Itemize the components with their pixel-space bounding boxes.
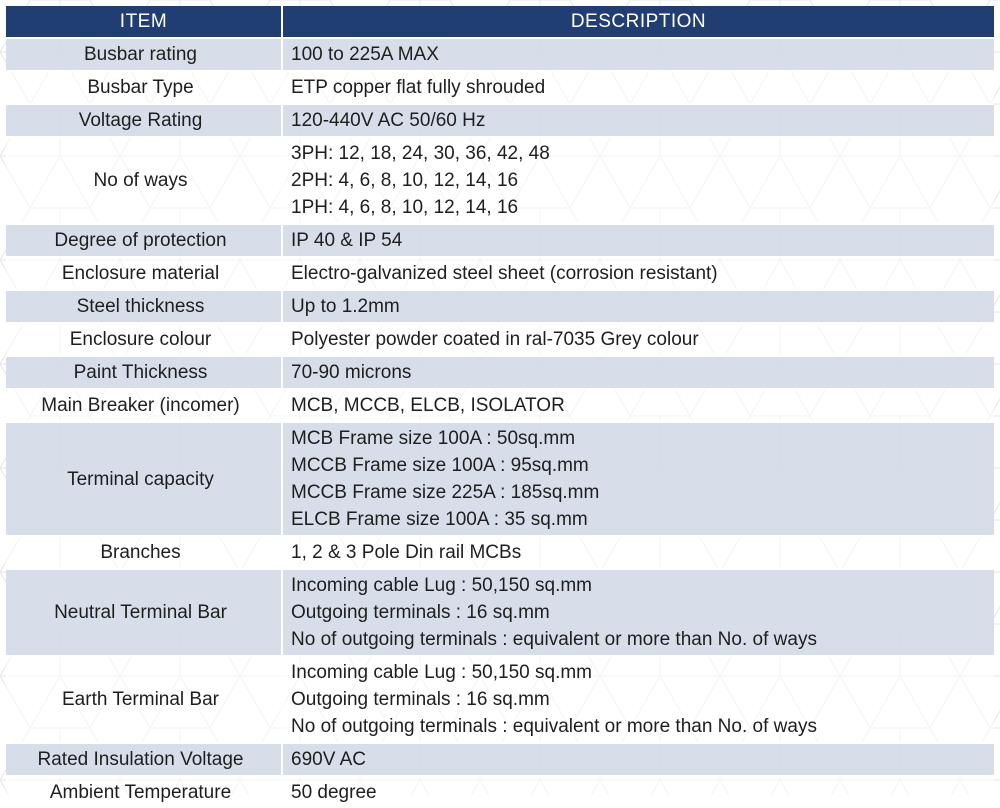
description-cell bbox=[282, 356, 994, 389]
description-line: Outgoing terminals : 16 sq.mm bbox=[291, 689, 550, 710]
table-row bbox=[6, 422, 994, 536]
item-cell: No of ways bbox=[6, 137, 282, 224]
description-line: 2PH: 4, 6, 8, 10, 12, 14, 16 bbox=[291, 170, 519, 191]
item-cell: Ambient Temperature bbox=[6, 776, 282, 808]
header-description: DESCRIPTION bbox=[282, 6, 994, 38]
header-item: ITEM bbox=[6, 6, 282, 38]
description-line: 70-90 microns bbox=[291, 362, 412, 383]
description-line: 1PH: 4, 6, 8, 10, 12, 14, 16 bbox=[291, 197, 519, 218]
description-line: ELCB Frame size 100A : 35 sq.mm bbox=[291, 509, 588, 530]
item-cell: Enclosure colour bbox=[6, 323, 282, 356]
description-cell bbox=[282, 137, 994, 224]
description-line: MCCB Frame size 100A : 95sq.mm bbox=[291, 455, 589, 476]
table-row bbox=[6, 323, 994, 356]
item-cell: Main Breaker (incomer) bbox=[6, 389, 282, 422]
description-line: Polyester powder coated in ral-7035 Grey colour bbox=[291, 329, 699, 350]
description-cell bbox=[282, 71, 994, 104]
description-line: 690V AC bbox=[291, 749, 366, 770]
description-line: No of outgoing terminals : equivalent or more than No. of ways bbox=[291, 716, 817, 737]
specification-table bbox=[6, 6, 994, 808]
item-cell: Enclosure material bbox=[6, 257, 282, 290]
description-cell bbox=[282, 323, 994, 356]
description-cell bbox=[282, 290, 994, 323]
item-cell: Voltage Rating bbox=[6, 104, 282, 137]
table-row bbox=[6, 224, 994, 257]
description-line: Outgoing terminals : 16 sq.mm bbox=[291, 602, 550, 623]
description-cell bbox=[282, 224, 994, 257]
table-row bbox=[6, 569, 994, 656]
description-cell bbox=[282, 422, 994, 536]
table-row bbox=[6, 290, 994, 323]
table-row bbox=[6, 536, 994, 569]
description-cell bbox=[282, 257, 994, 290]
item-cell: Busbar rating bbox=[6, 38, 282, 71]
description-cell bbox=[282, 104, 994, 137]
description-cell bbox=[282, 389, 994, 422]
description-line: Incoming cable Lug : 50,150 sq.mm bbox=[291, 575, 593, 596]
description-cell bbox=[282, 536, 994, 569]
item-cell: Branches bbox=[6, 536, 282, 569]
description-line: MCCB Frame size 225A : 185sq.mm bbox=[291, 482, 600, 503]
description-line: Incoming cable Lug : 50,150 sq.mm bbox=[291, 662, 593, 683]
item-cell: Rated Insulation Voltage bbox=[6, 743, 282, 776]
table-row bbox=[6, 257, 994, 290]
description-line: MCB Frame size 100A : 50sq.mm bbox=[291, 428, 576, 449]
table-row bbox=[6, 656, 994, 743]
table-header-row bbox=[6, 6, 994, 38]
description-cell bbox=[282, 656, 994, 743]
description-cell bbox=[282, 743, 994, 776]
description-line: 100 to 225A MAX bbox=[291, 44, 439, 65]
description-cell bbox=[282, 38, 994, 71]
description-line: 120-440V AC 50/60 Hz bbox=[291, 110, 486, 131]
item-cell: Paint Thickness bbox=[6, 356, 282, 389]
table-row bbox=[6, 71, 994, 104]
description-line: 1, 2 & 3 Pole Din rail MCBs bbox=[291, 542, 522, 563]
table-row bbox=[6, 38, 994, 71]
description-cell bbox=[282, 776, 994, 808]
item-cell: Earth Terminal Bar bbox=[6, 656, 282, 743]
item-cell: Neutral Terminal Bar bbox=[6, 569, 282, 656]
item-cell: Busbar Type bbox=[6, 71, 282, 104]
description-line: 3PH: 12, 18, 24, 30, 36, 42, 48 bbox=[291, 143, 550, 164]
description-line: 50 degree bbox=[291, 782, 377, 803]
description-line: IP 40 & IP 54 bbox=[291, 230, 403, 251]
description-cell bbox=[282, 569, 994, 656]
table-row bbox=[6, 104, 994, 137]
description-line: No of outgoing terminals : equivalent or more than No. of ways bbox=[291, 629, 817, 650]
table-row bbox=[6, 356, 994, 389]
description-line: Up to 1.2mm bbox=[291, 296, 400, 317]
item-cell: Terminal capacity bbox=[6, 422, 282, 536]
table-row bbox=[6, 743, 994, 776]
table-row bbox=[6, 776, 994, 808]
description-line: MCB, MCCB, ELCB, ISOLATOR bbox=[291, 395, 565, 416]
description-line: Electro-galvanized steel sheet (corrosion resistant) bbox=[291, 263, 718, 284]
description-line: ETP copper flat fully shrouded bbox=[291, 77, 546, 98]
table-row bbox=[6, 389, 994, 422]
item-cell: Steel thickness bbox=[6, 290, 282, 323]
item-cell: Degree of protection bbox=[6, 224, 282, 257]
table-row bbox=[6, 137, 994, 224]
